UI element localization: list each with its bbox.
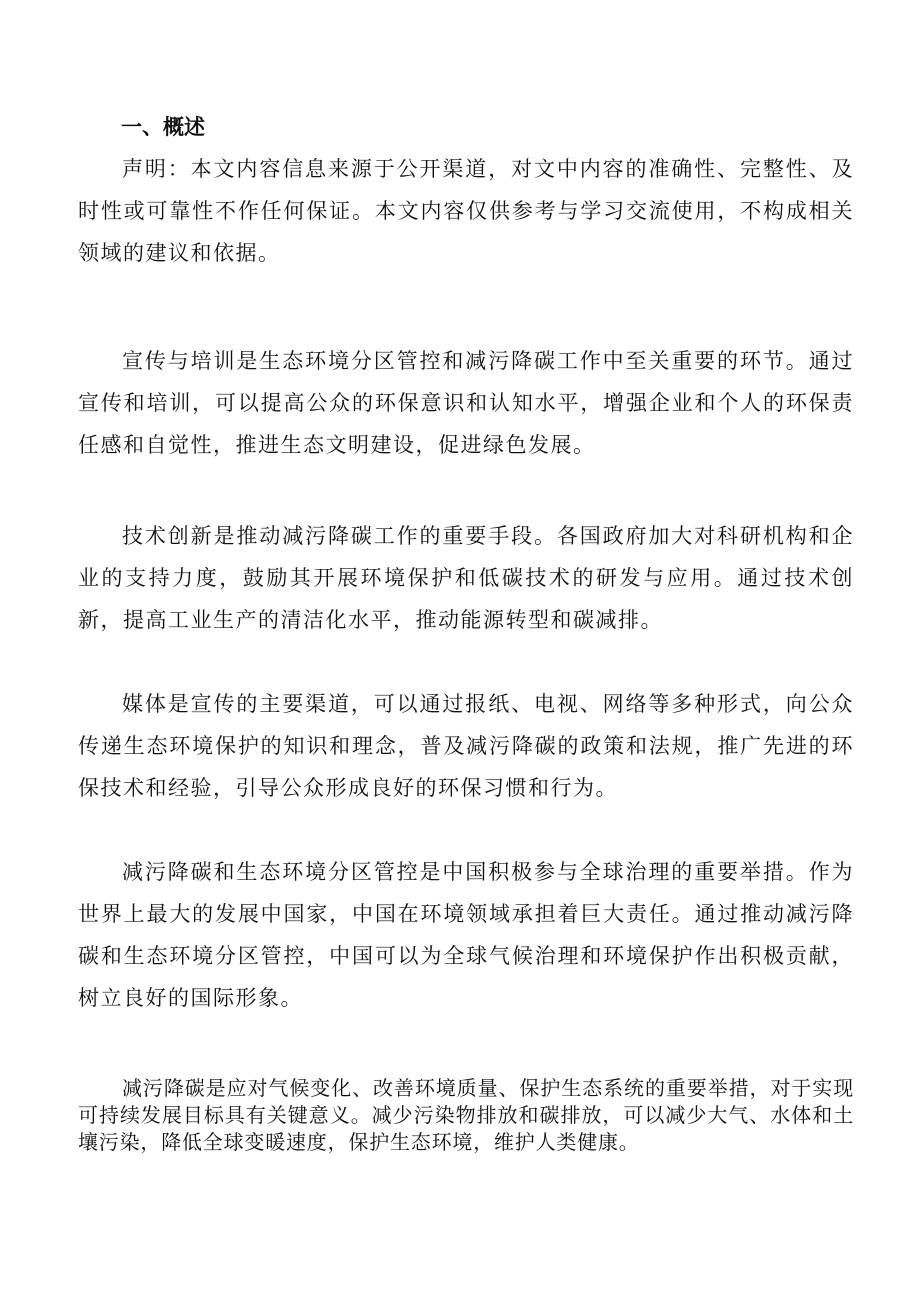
body-paragraph: 减污降碳和生态环境分区管控是中国积极参与全球治理的重要举措。作为世界上最大的发展中国家，中国在环境领域承担着巨大责任。通过推动减污降碳和生态环境分区管控，中国可以为全球气候治理和环境保护作出积极贡献，树立良好的国际形象。 [78, 860, 854, 1010]
body-paragraph: 技术创新是推动减污降碳工作的重要手段。各国政府加大对科研机构和企业的支持力度，鼓励其开展环境保护和低碳技术的研发与应用。通过技术创新，提高工业生产的清洁化水平，推动能源转型和碳减排。 [78, 524, 854, 632]
body-paragraph: 媒体是宣传的主要渠道，可以通过报纸、电视、网络等多种形式，向公众传递生态环境保护的知识和理念，普及减污降碳的政策和法规，推广先进的环保技术和经验，引导公众形成良好的环保习惯和行为。 [78, 692, 854, 800]
disclaimer-paragraph: 声明：本文内容信息来源于公开渠道，对文中内容的准确性、完整性、及时性或可靠性不作任何保证。本文内容仅供参考与学习交流使用，不构成相关领域的建议和依据。 [78, 157, 854, 265]
body-paragraph: 减污降碳是应对气候变化、改善环境质量、保护生态系统的重要举措，对于实现可持续发展目标具有关键意义。减少污染物排放和碳排放，可以减少大气、水体和土壤污染，降低全球变暖速度，保护生态环境，维护人类健康。 [78, 1076, 854, 1154]
body-paragraph: 宣传与培训是生态环境分区管控和减污降碳工作中至关重要的环节。通过宣传和培训，可以提高公众的环保意识和认知水平，增强企业和个人的环保责任感和自觉性，推进生态文明建设，促进绿色发展。 [78, 349, 854, 457]
section-heading: 一、概述 [121, 115, 205, 139]
